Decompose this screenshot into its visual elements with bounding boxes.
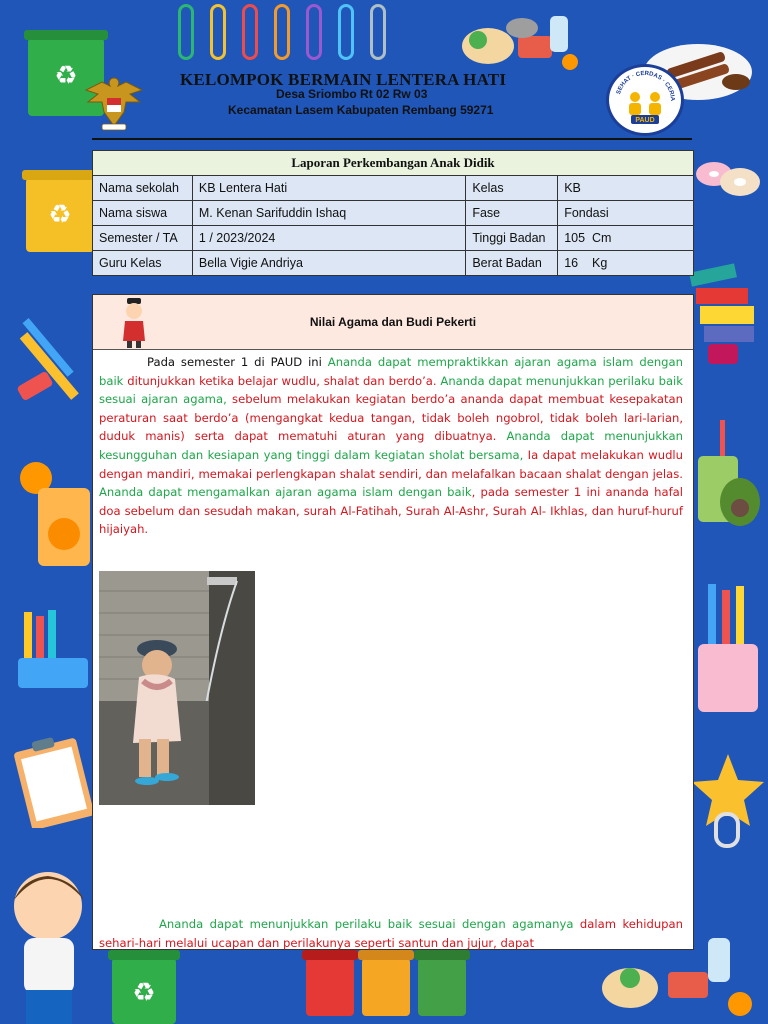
paper-clip-decoration xyxy=(274,4,290,60)
bin-lid xyxy=(414,950,470,960)
weight-label: Berat Badan xyxy=(466,251,558,276)
table-row xyxy=(93,176,694,201)
semester-value: 1 / 2023/2024 xyxy=(192,226,465,251)
text-run: Ananda dapat menunjukkan perilaku baik sesuai dengan agamanya xyxy=(159,917,580,931)
address-line-1: Desa Sriombo Rt 02 Rw 03 xyxy=(276,87,428,101)
red-bin-decoration xyxy=(306,958,354,1016)
paud-logo-label: PAUD xyxy=(635,117,655,124)
text-run: ditunjukkan ketika belajar wudlu, shalat dan berdo’a. xyxy=(127,373,441,388)
report-title: Laporan Perkembangan Anak Didik xyxy=(93,151,694,176)
development-section-card xyxy=(92,294,694,950)
text-run: dalam kehidupan sehari-hari melalui ucapan dan perilakunya seperti santun dan jujur, dapat xyxy=(99,917,683,950)
class-label: Kelas xyxy=(466,176,558,201)
phase-value: Fondasi xyxy=(558,201,694,226)
paragraph-secondary xyxy=(99,915,683,951)
paper-clip-decoration xyxy=(306,4,322,60)
recycle-icon: ♻ xyxy=(132,977,156,1008)
orange-juice-decoration xyxy=(18,462,96,570)
section-header xyxy=(93,295,693,350)
bin-lid xyxy=(22,170,98,180)
garuda-pancasila-emblem xyxy=(84,72,144,134)
pink-cup-decoration xyxy=(694,584,762,716)
text-run: Pada semester 1 di PAUD ini xyxy=(147,355,328,369)
text-run: Ia dapat melakukan wudlu dengan mandiri, memakai perlengkapan shalat sendiri, dan melafalkan bacaan shalat dengan jelas. xyxy=(99,447,683,481)
class-value: KB xyxy=(558,176,694,201)
juice-avocado-decoration xyxy=(690,420,764,530)
text-run: Ananda dapat mempraktikkan ajaran agama islam dengan baik xyxy=(99,355,683,388)
bin-lid xyxy=(24,30,108,40)
text-run: sebelum melakukan kegiatan berdo’a ananda dapat membuat kesepakatan peraturan saat berdo’a (mengangkat kedua tangan, tidak boleh ngobrol, tidak boleh lari-larian, duduk manis) serta dapat mematuhi aturan yang dibuatnya. xyxy=(99,392,683,444)
pencils-decoration xyxy=(10,318,94,414)
phase-label: Fase xyxy=(466,201,558,226)
student-photo xyxy=(99,571,255,805)
svg-text:SEHAT · CERDAS · CERIA xyxy=(616,71,675,102)
weight-value: 16 Kg xyxy=(558,251,694,276)
address-line-2: Kecamatan Lasem Kabupaten Rembang 59271 xyxy=(228,103,494,117)
food-decoration xyxy=(458,6,586,74)
clipboard-decoration xyxy=(14,736,94,828)
table-row xyxy=(93,226,694,251)
text-run: Ananda dapat mengamalkan ajaran agama islam dengan baik xyxy=(99,485,472,500)
table-row xyxy=(93,251,694,276)
recycle-icon: ♻ xyxy=(54,61,78,92)
pencil-holder-decoration xyxy=(14,608,92,692)
paper-clip-decoration xyxy=(210,4,226,60)
semester-label: Semester / TA xyxy=(93,226,193,251)
teacher-label: Guru Kelas xyxy=(93,251,193,276)
bin-lid xyxy=(358,950,414,960)
orange-bin-decoration xyxy=(362,958,410,1016)
donuts-decoration xyxy=(694,156,764,200)
paragraph-main xyxy=(99,353,683,539)
height-label: Tinggi Badan xyxy=(466,226,558,251)
student-value: M. Kenan Sarifuddin Ishaq xyxy=(192,201,465,226)
table-row xyxy=(93,201,694,226)
section-title: Nilai Agama dan Budi Pekerti xyxy=(309,315,477,329)
paper-clip-decoration xyxy=(242,4,258,60)
header-divider xyxy=(92,138,692,140)
books-decoration xyxy=(686,262,764,366)
teacher-value: Bella Vigie Andriya xyxy=(192,251,465,276)
paud-logo xyxy=(606,64,684,136)
paud-logo-slogan: SEHAT · CERDAS · CERIA xyxy=(615,70,676,102)
bin-lid xyxy=(108,950,180,960)
recycle-icon: ♻ xyxy=(48,200,72,231)
bin-lid xyxy=(302,950,358,960)
star-decoration xyxy=(692,752,764,848)
school-value: KB Lentera Hati xyxy=(192,176,465,201)
yellow-bin-decoration xyxy=(26,178,94,252)
report-info-table xyxy=(92,150,694,276)
green-bin-decoration xyxy=(112,958,176,1024)
student-label: Nama siswa xyxy=(93,201,193,226)
text-run: Ananda dapat menunjukkan kesungguhan dan kesiapan yang tinggi dalam kegiatan sholat bersama, xyxy=(99,429,683,462)
text-run: , pada semester 1 ini ananda hafal doa sebelum dan sesudah makan, surah Al-Fatihah, Surah Al-Ashr, Surah Al- Ikhlas, dan huruf-huruf hijaiyah. xyxy=(99,485,683,537)
height-value: 105 Cm xyxy=(558,226,694,251)
school-name: KELOMPOK BERMAIN LENTERA HATI xyxy=(180,70,507,89)
green-small-bin-decoration xyxy=(418,958,466,1016)
paper-clip-decoration xyxy=(178,4,194,60)
school-label: Nama sekolah xyxy=(93,176,193,201)
paper-clip-decoration xyxy=(370,4,386,60)
report-title-row xyxy=(93,151,694,176)
boy-character-decoration xyxy=(4,866,94,1024)
text-run: Ananda dapat menunjukkan perilaku baik sesuai ajaran agama, xyxy=(99,373,683,407)
paper-clip-decoration xyxy=(338,4,354,60)
